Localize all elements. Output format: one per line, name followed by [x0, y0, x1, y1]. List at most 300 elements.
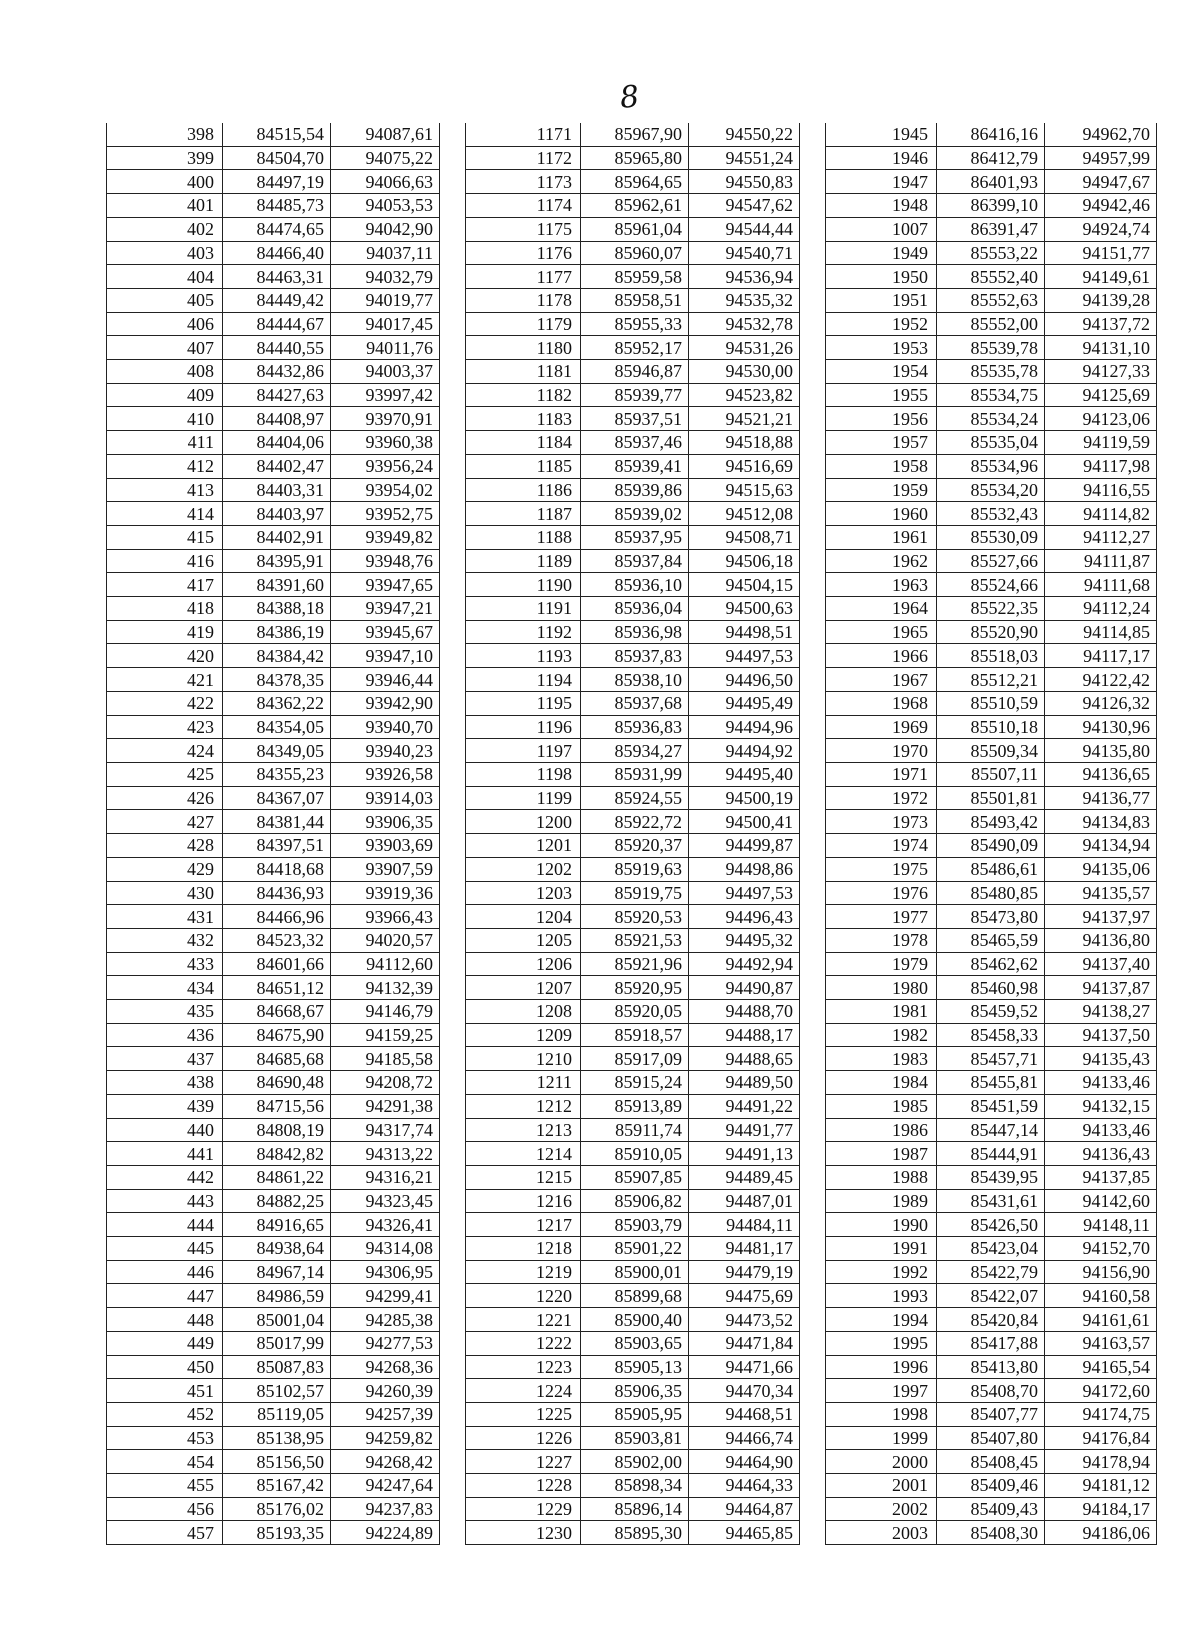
- x-coordinate-cell: 84882,25: [223, 1189, 331, 1213]
- x-coordinate-cell: 85901,22: [581, 1237, 689, 1261]
- point-number-cell: 1190: [466, 573, 581, 597]
- table-row: [826, 336, 1157, 360]
- table-row: [826, 241, 1157, 265]
- x-coordinate-cell: 85964,65: [581, 170, 689, 194]
- point-number-cell: 1194: [466, 668, 581, 692]
- table-row: [466, 194, 800, 218]
- table-row: [826, 1521, 1157, 1545]
- x-coordinate-cell: 85936,98: [581, 620, 689, 644]
- x-coordinate-cell: 86391,47: [937, 217, 1045, 241]
- x-coordinate-cell: 84402,91: [223, 525, 331, 549]
- table-row: [826, 478, 1157, 502]
- point-number-cell: 447: [107, 1284, 223, 1308]
- point-number-cell: 423: [107, 715, 223, 739]
- y-coordinate-cell: 94499,87: [689, 834, 800, 858]
- x-coordinate-cell: 85939,41: [581, 454, 689, 478]
- y-coordinate-cell: 94174,75: [1045, 1402, 1157, 1426]
- x-coordinate-cell: 85524,66: [937, 573, 1045, 597]
- x-coordinate-cell: 84384,42: [223, 644, 331, 668]
- x-coordinate-cell: 84651,12: [223, 976, 331, 1000]
- table-row: [107, 668, 440, 692]
- x-coordinate-cell: 85017,99: [223, 1331, 331, 1355]
- table-row: [826, 691, 1157, 715]
- table-row: [107, 1450, 440, 1474]
- y-coordinate-cell: 94464,90: [689, 1450, 800, 1474]
- y-coordinate-cell: 94208,72: [331, 1071, 440, 1095]
- table-row: [107, 336, 440, 360]
- point-number-cell: 1947: [826, 170, 937, 194]
- y-coordinate-cell: 94172,60: [1045, 1379, 1157, 1403]
- table-row: [107, 881, 440, 905]
- point-number-cell: 1198: [466, 762, 581, 786]
- point-number-cell: 1965: [826, 620, 937, 644]
- point-number-cell: 1984: [826, 1071, 937, 1095]
- table-row: [826, 620, 1157, 644]
- y-coordinate-cell: 94151,77: [1045, 241, 1157, 265]
- x-coordinate-cell: 85534,96: [937, 454, 1045, 478]
- table-row: [826, 762, 1157, 786]
- table-row: [826, 1308, 1157, 1332]
- point-number-cell: 1975: [826, 857, 937, 881]
- table-row: [107, 360, 440, 384]
- x-coordinate-cell: 84485,73: [223, 194, 331, 218]
- x-coordinate-cell: 85924,55: [581, 786, 689, 810]
- x-coordinate-cell: 84497,19: [223, 170, 331, 194]
- y-coordinate-cell: 94136,65: [1045, 762, 1157, 786]
- point-number-cell: 2000: [826, 1450, 937, 1474]
- point-number-cell: 1954: [826, 360, 937, 384]
- x-coordinate-cell: 85939,77: [581, 383, 689, 407]
- point-number-cell: 1207: [466, 976, 581, 1000]
- y-coordinate-cell: 93945,67: [331, 620, 440, 644]
- point-number-cell: 428: [107, 834, 223, 858]
- point-number-cell: 1967: [826, 668, 937, 692]
- y-coordinate-cell: 94547,62: [689, 194, 800, 218]
- x-coordinate-cell: 84362,22: [223, 691, 331, 715]
- x-coordinate-cell: 85937,68: [581, 691, 689, 715]
- y-coordinate-cell: 94496,50: [689, 668, 800, 692]
- y-coordinate-cell: 94152,70: [1045, 1237, 1157, 1261]
- y-coordinate-cell: 94504,15: [689, 573, 800, 597]
- y-coordinate-cell: 94491,77: [689, 1118, 800, 1142]
- x-coordinate-cell: 85507,11: [937, 762, 1045, 786]
- x-coordinate-cell: 85138,95: [223, 1426, 331, 1450]
- y-coordinate-cell: 94149,61: [1045, 265, 1157, 289]
- point-number-cell: 1206: [466, 952, 581, 976]
- y-coordinate-cell: 94471,66: [689, 1355, 800, 1379]
- y-coordinate-cell: 94135,80: [1045, 739, 1157, 763]
- x-coordinate-cell: 85920,05: [581, 1000, 689, 1024]
- y-coordinate-cell: 94316,21: [331, 1165, 440, 1189]
- point-number-cell: 1958: [826, 454, 937, 478]
- y-coordinate-cell: 94133,46: [1045, 1071, 1157, 1095]
- point-number-cell: 437: [107, 1047, 223, 1071]
- x-coordinate-cell: 85176,02: [223, 1497, 331, 1521]
- point-number-cell: 410: [107, 407, 223, 431]
- y-coordinate-cell: 94156,90: [1045, 1260, 1157, 1284]
- x-coordinate-cell: 85156,50: [223, 1450, 331, 1474]
- y-coordinate-cell: 94490,87: [689, 976, 800, 1000]
- x-coordinate-cell: 85903,81: [581, 1426, 689, 1450]
- table-row: [466, 1023, 800, 1047]
- table-row: [107, 810, 440, 834]
- table-row: [466, 1142, 800, 1166]
- point-number-cell: 1986: [826, 1118, 937, 1142]
- y-coordinate-cell: 94138,27: [1045, 1000, 1157, 1024]
- point-number-cell: 1969: [826, 715, 937, 739]
- y-coordinate-cell: 94137,87: [1045, 976, 1157, 1000]
- table-row: [107, 1521, 440, 1545]
- table-row: [466, 881, 800, 905]
- x-coordinate-cell: 85451,59: [937, 1094, 1045, 1118]
- x-coordinate-cell: 85535,78: [937, 360, 1045, 384]
- point-number-cell: 412: [107, 454, 223, 478]
- y-coordinate-cell: 94131,10: [1045, 336, 1157, 360]
- x-coordinate-cell: 85535,04: [937, 431, 1045, 455]
- point-number-cell: 1978: [826, 928, 937, 952]
- point-number-cell: 1185: [466, 454, 581, 478]
- y-coordinate-cell: 94117,17: [1045, 644, 1157, 668]
- point-number-cell: 1223: [466, 1355, 581, 1379]
- point-number-cell: 457: [107, 1521, 223, 1545]
- point-number-cell: 1961: [826, 525, 937, 549]
- y-coordinate-cell: 94148,11: [1045, 1213, 1157, 1237]
- point-number-cell: 422: [107, 691, 223, 715]
- point-number-cell: 1195: [466, 691, 581, 715]
- table-row: [826, 1023, 1157, 1047]
- point-number-cell: 1987: [826, 1142, 937, 1166]
- point-number-cell: 1196: [466, 715, 581, 739]
- point-number-cell: 1995: [826, 1331, 937, 1355]
- y-coordinate-cell: 93952,75: [331, 502, 440, 526]
- x-coordinate-cell: 84395,91: [223, 549, 331, 573]
- point-number-cell: 1982: [826, 1023, 937, 1047]
- x-coordinate-cell: 85193,35: [223, 1521, 331, 1545]
- y-coordinate-cell: 94285,38: [331, 1308, 440, 1332]
- x-coordinate-cell: 85934,27: [581, 739, 689, 763]
- y-coordinate-cell: 94497,53: [689, 644, 800, 668]
- y-coordinate-cell: 94498,51: [689, 620, 800, 644]
- coordinates-table-2: [465, 123, 800, 1545]
- table-row: [826, 739, 1157, 763]
- table-row: [466, 217, 800, 241]
- y-coordinate-cell: 94550,22: [689, 123, 800, 146]
- point-number-cell: 452: [107, 1402, 223, 1426]
- y-coordinate-cell: 94112,24: [1045, 597, 1157, 621]
- y-coordinate-cell: 94530,00: [689, 360, 800, 384]
- point-number-cell: 1968: [826, 691, 937, 715]
- table-row: [826, 146, 1157, 170]
- y-coordinate-cell: 94146,79: [331, 1000, 440, 1024]
- x-coordinate-cell: 84967,14: [223, 1260, 331, 1284]
- table-row: [107, 573, 440, 597]
- table-row: [107, 905, 440, 929]
- x-coordinate-cell: 84916,65: [223, 1213, 331, 1237]
- y-coordinate-cell: 94181,12: [1045, 1474, 1157, 1498]
- y-coordinate-cell: 94492,94: [689, 952, 800, 976]
- table-row: [826, 431, 1157, 455]
- y-coordinate-cell: 94495,49: [689, 691, 800, 715]
- y-coordinate-cell: 94468,51: [689, 1402, 800, 1426]
- point-number-cell: 1963: [826, 573, 937, 597]
- point-number-cell: 1966: [826, 644, 937, 668]
- point-number-cell: 429: [107, 857, 223, 881]
- table-row: [826, 1260, 1157, 1284]
- point-number-cell: 1213: [466, 1118, 581, 1142]
- x-coordinate-cell: 85967,90: [581, 123, 689, 146]
- y-coordinate-cell: 94066,63: [331, 170, 440, 194]
- point-number-cell: 1219: [466, 1260, 581, 1284]
- point-number-cell: 1962: [826, 549, 937, 573]
- y-coordinate-cell: 94313,22: [331, 1142, 440, 1166]
- point-number-cell: 1202: [466, 857, 581, 881]
- y-coordinate-cell: 94488,65: [689, 1047, 800, 1071]
- y-coordinate-cell: 94037,11: [331, 241, 440, 265]
- point-number-cell: 436: [107, 1023, 223, 1047]
- y-coordinate-cell: 93926,58: [331, 762, 440, 786]
- y-coordinate-cell: 94306,95: [331, 1260, 440, 1284]
- y-coordinate-cell: 94521,21: [689, 407, 800, 431]
- x-coordinate-cell: 85426,50: [937, 1213, 1045, 1237]
- table-row: [107, 1284, 440, 1308]
- table-row: [107, 194, 440, 218]
- y-coordinate-cell: 94134,83: [1045, 810, 1157, 834]
- y-coordinate-cell: 94075,22: [331, 146, 440, 170]
- y-coordinate-cell: 94500,63: [689, 597, 800, 621]
- table-row: [107, 1497, 440, 1521]
- table-row: [107, 478, 440, 502]
- x-coordinate-cell: 84504,70: [223, 146, 331, 170]
- y-coordinate-cell: 94942,46: [1045, 194, 1157, 218]
- table-row: [826, 1142, 1157, 1166]
- point-number-cell: 424: [107, 739, 223, 763]
- x-coordinate-cell: 85960,07: [581, 241, 689, 265]
- table-row: [826, 928, 1157, 952]
- point-number-cell: 1200: [466, 810, 581, 834]
- x-coordinate-cell: 85486,61: [937, 857, 1045, 881]
- table-row: [826, 1071, 1157, 1095]
- x-coordinate-cell: 85920,95: [581, 976, 689, 1000]
- table-row: [107, 597, 440, 621]
- table-row: [826, 1331, 1157, 1355]
- table-row: [466, 288, 800, 312]
- x-coordinate-cell: 84436,93: [223, 881, 331, 905]
- y-coordinate-cell: 93960,38: [331, 431, 440, 455]
- y-coordinate-cell: 94495,32: [689, 928, 800, 952]
- x-coordinate-cell: 85920,53: [581, 905, 689, 929]
- table-row: [826, 1047, 1157, 1071]
- x-coordinate-cell: 84408,97: [223, 407, 331, 431]
- point-number-cell: 1201: [466, 834, 581, 858]
- point-number-cell: 1212: [466, 1094, 581, 1118]
- y-coordinate-cell: 94489,45: [689, 1165, 800, 1189]
- y-coordinate-cell: 94497,53: [689, 881, 800, 905]
- x-coordinate-cell: 85522,35: [937, 597, 1045, 621]
- table-row: [826, 194, 1157, 218]
- table-row: [826, 1000, 1157, 1024]
- point-number-cell: 403: [107, 241, 223, 265]
- x-coordinate-cell: 85920,37: [581, 834, 689, 858]
- table-row: [466, 905, 800, 929]
- point-number-cell: 1999: [826, 1426, 937, 1450]
- table-row: [107, 265, 440, 289]
- y-coordinate-cell: 94137,97: [1045, 905, 1157, 929]
- x-coordinate-cell: 85001,04: [223, 1308, 331, 1332]
- y-coordinate-cell: 94032,79: [331, 265, 440, 289]
- y-coordinate-cell: 94127,33: [1045, 360, 1157, 384]
- x-coordinate-cell: 85167,42: [223, 1474, 331, 1498]
- x-coordinate-cell: 85458,33: [937, 1023, 1045, 1047]
- table-row: [826, 1450, 1157, 1474]
- x-coordinate-cell: 85518,03: [937, 644, 1045, 668]
- x-coordinate-cell: 85913,89: [581, 1094, 689, 1118]
- point-number-cell: 1946: [826, 146, 937, 170]
- table-row: [107, 431, 440, 455]
- table-row: [826, 217, 1157, 241]
- point-number-cell: 1998: [826, 1402, 937, 1426]
- point-number-cell: 1959: [826, 478, 937, 502]
- page-number: 8: [618, 79, 641, 116]
- table-row: [466, 1213, 800, 1237]
- y-coordinate-cell: 94506,18: [689, 549, 800, 573]
- y-coordinate-cell: 94142,60: [1045, 1189, 1157, 1213]
- table-row: [826, 715, 1157, 739]
- y-coordinate-cell: 94491,13: [689, 1142, 800, 1166]
- point-number-cell: 1985: [826, 1094, 937, 1118]
- table-row: [826, 123, 1157, 146]
- y-coordinate-cell: 94532,78: [689, 312, 800, 336]
- x-coordinate-cell: 85898,34: [581, 1474, 689, 1498]
- x-coordinate-cell: 85915,24: [581, 1071, 689, 1095]
- table-row: [466, 1402, 800, 1426]
- point-number-cell: 1203: [466, 881, 581, 905]
- y-coordinate-cell: 94184,17: [1045, 1497, 1157, 1521]
- x-coordinate-cell: 85460,98: [937, 976, 1045, 1000]
- table-row: [107, 549, 440, 573]
- table-row: [466, 786, 800, 810]
- point-number-cell: 1197: [466, 739, 581, 763]
- table-row: [107, 1000, 440, 1024]
- point-number-cell: 415: [107, 525, 223, 549]
- point-number-cell: 1992: [826, 1260, 937, 1284]
- table-row: [107, 691, 440, 715]
- table-row: [466, 407, 800, 431]
- x-coordinate-cell: 85530,09: [937, 525, 1045, 549]
- table-row: [826, 383, 1157, 407]
- y-coordinate-cell: 94011,76: [331, 336, 440, 360]
- table-row: [466, 1284, 800, 1308]
- x-coordinate-cell: 84354,05: [223, 715, 331, 739]
- y-coordinate-cell: 94137,85: [1045, 1165, 1157, 1189]
- x-coordinate-cell: 84466,40: [223, 241, 331, 265]
- x-coordinate-cell: 85431,61: [937, 1189, 1045, 1213]
- x-coordinate-cell: 84349,05: [223, 739, 331, 763]
- point-number-cell: 1952: [826, 312, 937, 336]
- x-coordinate-cell: 84397,51: [223, 834, 331, 858]
- y-coordinate-cell: 94495,40: [689, 762, 800, 786]
- y-coordinate-cell: 94111,87: [1045, 549, 1157, 573]
- table-row: [826, 881, 1157, 905]
- point-number-cell: 1997: [826, 1379, 937, 1403]
- point-number-cell: 1174: [466, 194, 581, 218]
- y-coordinate-cell: 93947,10: [331, 644, 440, 668]
- point-number-cell: 399: [107, 146, 223, 170]
- point-number-cell: 404: [107, 265, 223, 289]
- point-number-cell: 1179: [466, 312, 581, 336]
- point-number-cell: 1172: [466, 146, 581, 170]
- table-row: [466, 312, 800, 336]
- x-coordinate-cell: 84432,86: [223, 360, 331, 384]
- point-number-cell: 1991: [826, 1237, 937, 1261]
- table-row: [107, 288, 440, 312]
- x-coordinate-cell: 85918,57: [581, 1023, 689, 1047]
- table-row: [466, 715, 800, 739]
- table-row: [107, 454, 440, 478]
- x-coordinate-cell: 84402,47: [223, 454, 331, 478]
- table-row: [107, 525, 440, 549]
- point-number-cell: 1990: [826, 1213, 937, 1237]
- point-number-cell: 1229: [466, 1497, 581, 1521]
- table-row: [826, 834, 1157, 858]
- x-coordinate-cell: 85899,68: [581, 1284, 689, 1308]
- x-coordinate-cell: 84427,63: [223, 383, 331, 407]
- y-coordinate-cell: 94135,43: [1045, 1047, 1157, 1071]
- point-number-cell: 1972: [826, 786, 937, 810]
- point-number-cell: 1220: [466, 1284, 581, 1308]
- point-number-cell: 456: [107, 1497, 223, 1521]
- table-row: [107, 1118, 440, 1142]
- x-coordinate-cell: 86412,79: [937, 146, 1045, 170]
- point-number-cell: 409: [107, 383, 223, 407]
- table-row: [466, 1118, 800, 1142]
- x-coordinate-cell: 85552,00: [937, 312, 1045, 336]
- y-coordinate-cell: 94488,17: [689, 1023, 800, 1047]
- y-coordinate-cell: 94159,25: [331, 1023, 440, 1047]
- y-coordinate-cell: 94475,69: [689, 1284, 800, 1308]
- table-row: [107, 170, 440, 194]
- x-coordinate-cell: 84808,19: [223, 1118, 331, 1142]
- table-row: [826, 597, 1157, 621]
- x-coordinate-cell: 85961,04: [581, 217, 689, 241]
- x-coordinate-cell: 85423,04: [937, 1237, 1045, 1261]
- y-coordinate-cell: 94247,64: [331, 1474, 440, 1498]
- y-coordinate-cell: 94471,84: [689, 1331, 800, 1355]
- x-coordinate-cell: 84378,35: [223, 668, 331, 692]
- x-coordinate-cell: 85959,58: [581, 265, 689, 289]
- y-coordinate-cell: 94237,83: [331, 1497, 440, 1521]
- table-row: [826, 407, 1157, 431]
- point-number-cell: 1210: [466, 1047, 581, 1071]
- x-coordinate-cell: 85937,84: [581, 549, 689, 573]
- y-coordinate-cell: 94114,85: [1045, 620, 1157, 644]
- table-row: [466, 928, 800, 952]
- x-coordinate-cell: 84842,82: [223, 1142, 331, 1166]
- point-number-cell: 450: [107, 1355, 223, 1379]
- x-coordinate-cell: 85937,46: [581, 431, 689, 455]
- x-coordinate-cell: 85900,01: [581, 1260, 689, 1284]
- y-coordinate-cell: 94550,83: [689, 170, 800, 194]
- table-row: [826, 1474, 1157, 1498]
- point-number-cell: 451: [107, 1379, 223, 1403]
- x-coordinate-cell: 85905,95: [581, 1402, 689, 1426]
- point-number-cell: 1945: [826, 123, 937, 146]
- y-coordinate-cell: 94494,92: [689, 739, 800, 763]
- table-row: [466, 810, 800, 834]
- point-number-cell: 418: [107, 597, 223, 621]
- table-row: [826, 668, 1157, 692]
- y-coordinate-cell: 94136,77: [1045, 786, 1157, 810]
- x-coordinate-cell: 85501,81: [937, 786, 1045, 810]
